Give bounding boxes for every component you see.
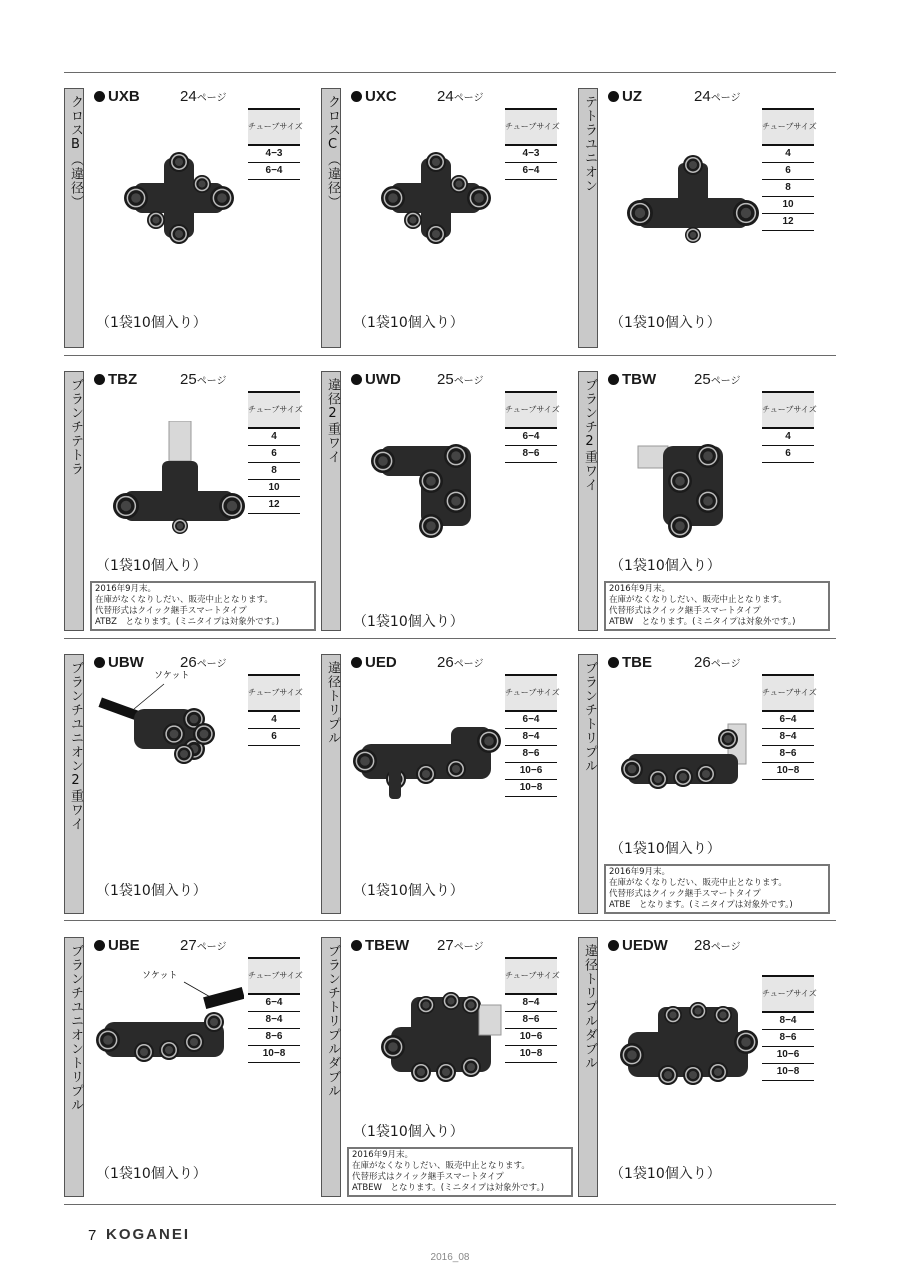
category-band [321,88,341,348]
product-cell-tbz [64,371,321,631]
table-cell: 8−4 [505,995,557,1012]
fitting-illustration [361,426,511,546]
table-cell: 8−6 [762,1030,814,1047]
product-cell-uwd [321,371,578,631]
category-label: 違径トリプル [325,661,340,745]
category-label: クロスB（違径） [68,95,83,209]
print-date: 2016_08 [430,1252,470,1263]
table-cell: 10 [248,480,300,497]
product-cell-tbew [321,937,578,1197]
page-ref: 24ページ [180,88,227,105]
table-header: チューブサイズ [505,108,557,146]
product-cell-ube [64,937,321,1197]
category-band [321,937,341,1197]
notice-line: ATBW となります。(ミニタイプは対象外です。) [609,617,796,627]
product-cell-ubw [64,654,321,914]
page-number: 7 [88,1227,97,1244]
tube-size-table [762,108,817,231]
fitting-illustration [361,148,511,268]
model-name: UBW [94,654,144,672]
notice-line: 2016年9月末。 [609,584,671,594]
notice-line: 2016年9月末。 [609,867,671,877]
product-cell-uz [578,88,835,348]
category-label: ブランチユニオントリプル [68,944,83,1112]
table-cell: 4 [248,429,300,446]
category-band [64,371,84,631]
category-band [578,654,598,914]
table-cell: 6−4 [505,712,557,729]
notice-line: 在庫がなくなりしだい、販売中止となります。 [95,595,273,605]
table-cell: 4 [762,146,814,163]
tube-size-table [762,674,817,780]
discontinuation-notice [604,864,830,914]
table-cell: 6 [762,446,814,463]
fitting-illustration [618,699,768,819]
table-cell: 10−8 [762,1064,814,1081]
bullet-icon [94,91,105,102]
fitting-illustration [371,987,521,1107]
pack-quantity: （1袋10個入り） [353,883,464,899]
table-cell: 10−8 [505,780,557,797]
model-name: UXB [94,88,140,106]
bullet-icon [351,657,362,668]
table-header: チューブサイズ [762,674,814,712]
bullet-icon [608,940,619,951]
table-cell: 4 [762,429,814,446]
table-cell: 6 [248,729,300,746]
category-band [578,88,598,348]
table-cell: 8−6 [505,746,557,763]
table-header: チューブサイズ [248,108,300,146]
fitting-illustration [351,699,501,819]
table-cell: 8−4 [505,729,557,746]
row-divider [64,1204,836,1205]
table-cell: 4−3 [248,146,300,163]
category-band [578,937,598,1197]
table-cell: 8 [762,180,814,197]
fitting-illustration [94,664,244,774]
table-cell: 10−8 [762,763,814,780]
table-cell: 10−8 [505,1046,557,1063]
discontinuation-notice [347,1147,573,1197]
table-header: チューブサイズ [762,108,814,146]
bullet-icon [351,374,362,385]
notice-line: 在庫がなくなりしだい、販売中止となります。 [609,878,787,888]
pack-quantity: （1袋10個入り） [610,315,721,331]
table-cell: 8−6 [505,446,557,463]
bullet-icon [351,91,362,102]
category-band [321,371,341,631]
tube-size-table [762,975,817,1081]
notice-line: 代替形式はクイック継手スマートタイプ [609,889,761,899]
table-cell: 6 [248,446,300,463]
category-band [64,654,84,914]
product-cell-tbe [578,654,835,914]
row-divider [64,72,836,73]
product-cell-uxb [64,88,321,348]
category-label: ブランチトリプルダブル [325,944,340,1098]
category-label: ブランチユニオン2重ワイ [68,661,83,831]
table-cell: 10−6 [505,763,557,780]
table-cell: 8−6 [762,746,814,763]
model-name: TBZ [94,371,137,389]
table-header: チューブサイズ [248,957,300,995]
page-ref: 28ページ [694,937,741,954]
category-label: 違径2重ワイ [325,378,340,464]
bullet-icon [351,940,362,951]
tube-size-table [505,108,560,180]
pack-quantity: （1袋10個入り） [610,558,721,574]
category-band [321,654,341,914]
model-name: TBE [608,654,652,672]
table-header: チューブサイズ [248,391,300,429]
svg-text:ソケット: ソケット [142,971,178,981]
bullet-icon [608,657,619,668]
pack-quantity: （1袋10個入り） [610,1166,721,1182]
category-band [64,88,84,348]
notice-line: 2016年9月末。 [95,584,157,594]
discontinuation-notice [604,581,830,631]
pack-quantity: （1袋10個入り） [96,558,207,574]
bullet-icon [94,374,105,385]
notice-line: 代替形式はクイック継手スマートタイプ [352,1172,504,1182]
table-cell: 12 [248,497,300,514]
notice-line: 代替形式はクイック継手スマートタイプ [609,606,761,616]
product-cell-tbw [578,371,835,631]
table-cell: 10−6 [505,1029,557,1046]
notice-line: 在庫がなくなりしだい、販売中止となります。 [352,1161,530,1171]
pack-quantity: （1袋10個入り） [96,315,207,331]
fitting-illustration [104,148,254,268]
table-header: チューブサイズ [762,391,814,429]
model-name: UBE [94,937,140,955]
category-label: クロスC（違径） [325,95,340,209]
table-header: チューブサイズ [505,957,557,995]
category-label: テトラユニオン [582,95,597,193]
page-ref: 24ページ [437,88,484,105]
page-ref: 27ページ [180,937,227,954]
svg-text:ソケット: ソケット [154,671,190,681]
pack-quantity: （1袋10個入り） [610,841,721,857]
pack-quantity: （1袋10個入り） [353,614,464,630]
table-cell: 8 [248,463,300,480]
category-band [64,937,84,1197]
table-cell: 6−4 [505,429,557,446]
bullet-icon [94,940,105,951]
table-header: チューブサイズ [248,674,300,712]
page-ref: 27ページ [437,937,484,954]
notice-line: 在庫がなくなりしだい、販売中止となります。 [609,595,787,605]
tube-size-table [505,391,560,463]
model-name: TBW [608,371,656,389]
tube-size-table [248,957,303,1063]
fitting-illustration [608,426,758,546]
page-ref: 25ページ [437,371,484,388]
pack-quantity: （1袋10個入り） [353,315,464,331]
notice-line: 代替形式はクイック継手スマートタイプ [95,606,247,616]
category-band [578,371,598,631]
model-name: UEDW [608,937,668,955]
model-name: UXC [351,88,397,106]
tube-size-table [248,674,303,746]
row-divider [64,920,836,921]
page-ref: 26ページ [437,654,484,671]
fitting-illustration [104,421,254,541]
table-cell: 6−4 [248,163,300,180]
brand-logo: KOGANEI [106,1226,191,1243]
table-cell: 6−4 [505,163,557,180]
discontinuation-notice [90,581,316,631]
page-ref: 26ページ [180,654,227,671]
table-cell: 10−8 [248,1046,300,1063]
model-name: UWD [351,371,401,389]
page-ref: 25ページ [694,371,741,388]
bullet-icon [608,91,619,102]
table-cell: 12 [762,214,814,231]
row-divider [64,638,836,639]
table-header: チューブサイズ [505,674,557,712]
table-header: チューブサイズ [505,391,557,429]
table-header: チューブサイズ [762,975,814,1013]
category-label: ブランチ2重ワイ [582,378,597,492]
table-cell: 4 [248,712,300,729]
table-cell: 8−4 [762,729,814,746]
table-cell: 4−3 [505,146,557,163]
fitting-illustration [618,997,768,1107]
pack-quantity: （1袋10個入り） [353,1124,464,1140]
fitting-illustration [618,143,768,263]
table-cell: 8−4 [248,1012,300,1029]
model-name: UED [351,654,397,672]
page-ref: 26ページ [694,654,741,671]
fitting-illustration [94,962,244,1082]
notice-line: ATBZ となります。(ミニタイプは対象外です。) [95,617,280,627]
table-cell: 8−4 [762,1013,814,1030]
page-ref: 25ページ [180,371,227,388]
bullet-icon [608,374,619,385]
table-cell: 6−4 [762,712,814,729]
product-cell-uxc [321,88,578,348]
pack-quantity: （1袋10個入り） [96,883,207,899]
tube-size-table [505,674,560,797]
notice-line: ATBEW となります。(ミニタイプは対象外です。) [352,1183,545,1193]
notice-line: 2016年9月末。 [352,1150,414,1160]
category-label: ブランチトリプル [582,661,597,773]
table-cell: 10 [762,197,814,214]
pack-quantity: （1袋10個入り） [96,1166,207,1182]
table-cell: 6 [762,163,814,180]
model-name: TBEW [351,937,409,955]
category-label: 違径トリプルダブル [582,944,597,1070]
table-cell: 6−4 [248,995,300,1012]
product-cell-ued [321,654,578,914]
tube-size-table [248,391,303,514]
category-label: ブランチテトラ [68,378,83,476]
table-cell: 8−6 [248,1029,300,1046]
page-ref: 24ページ [694,88,741,105]
row-divider [64,355,836,356]
model-name: UZ [608,88,642,106]
notice-line: ATBE となります。(ミニタイプは対象外です。) [609,900,793,910]
product-cell-uedw [578,937,835,1197]
tube-size-table [248,108,303,180]
table-cell: 10−6 [762,1047,814,1064]
tube-size-table [762,391,817,463]
table-cell: 8−6 [505,1012,557,1029]
